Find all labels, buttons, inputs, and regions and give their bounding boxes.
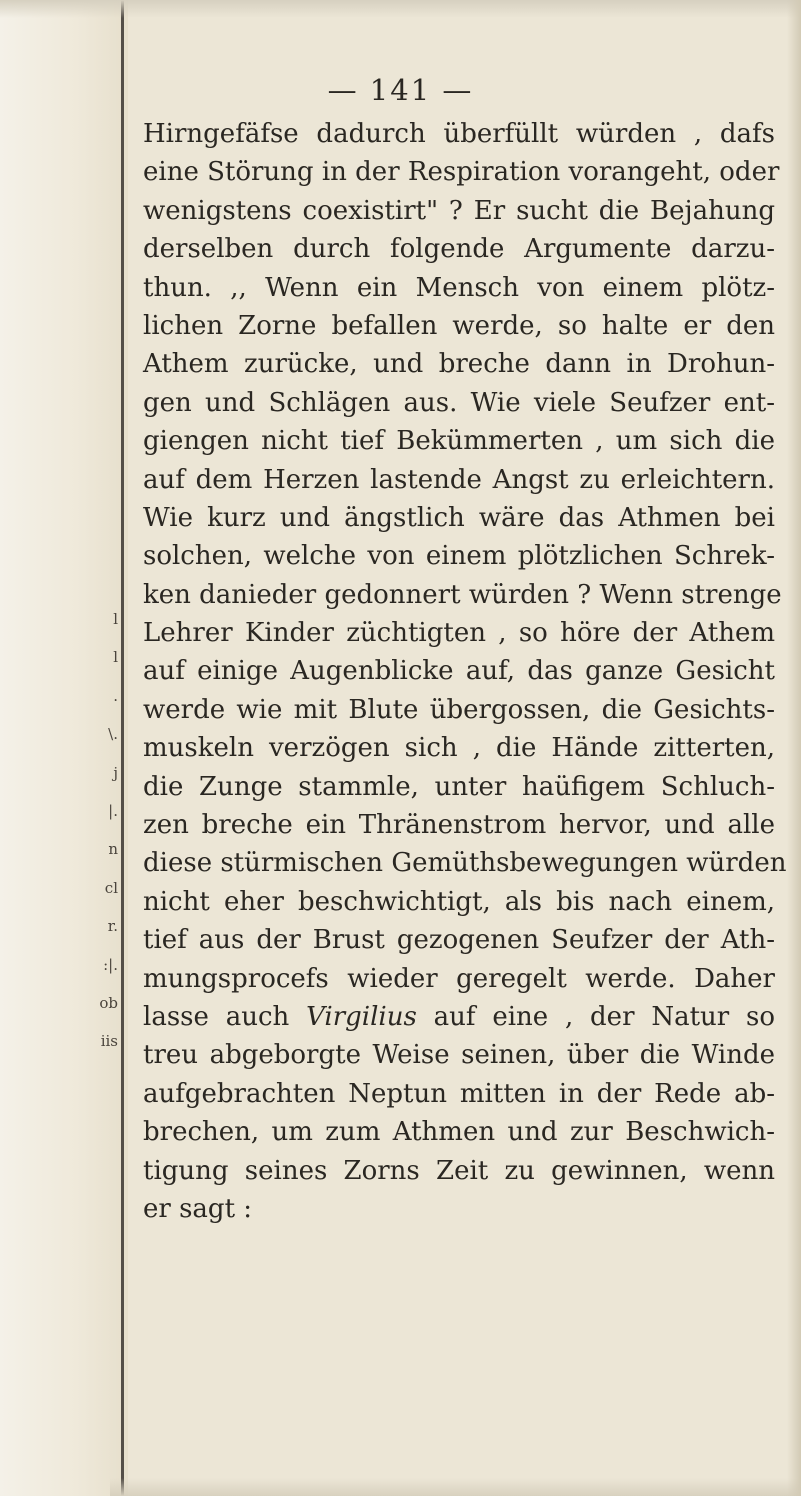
binding-edge (121, 0, 124, 1496)
gutter-mark: cl (104, 878, 118, 897)
text-line: diese stürmischen Gemüthsbewegungen würden (143, 848, 787, 879)
gutter-mark: j (113, 763, 118, 782)
text-line: Lehrer Kinder züchtigten , so höre der Athem (143, 618, 775, 649)
text-line: tigung seines Zorns Zeit zu gewinnen, wenn (143, 1155, 775, 1186)
text-line: auf dem Herzen lastende Angst zu erleichtern. (143, 464, 775, 495)
text-line: auf einige Augenblicke auf, das ganze Gesicht (143, 656, 775, 687)
text-line: er sagt : (143, 1193, 253, 1224)
page-top-edge (0, 0, 801, 18)
gutter-mark: ob (99, 993, 118, 1012)
text-line: aufgebrachten Neptun mitten in der Rede ab- (143, 1078, 775, 1109)
text-line: brechen, um zum Athmen und zur Beschwich- (143, 1117, 775, 1148)
gutter-mark: |. (108, 801, 118, 820)
gutter-mark: r. (107, 917, 118, 936)
page-number: — 141 — (327, 73, 474, 107)
text-line: tief aus der Brust gezogenen Seufzer der Ath- (143, 925, 775, 956)
text-line: Wie kurz und ängstlich wäre das Athmen bei (143, 502, 775, 533)
text-line: lichen Zorne befallen werde, so halte er den (143, 310, 775, 341)
text-line: Athem zurücke, und breche dann in Drohun- (143, 349, 775, 380)
text-line: ken danieder gedonnert würden ? Wenn strenge (143, 579, 782, 610)
italic-name: Virgilius (306, 1001, 417, 1032)
text-line: nicht eher beschwichtigt, als bis nach einem, (143, 886, 775, 917)
text-line: muskeln verzögen sich , die Hände zitterten, (143, 733, 775, 764)
text-line: lasse auch Virgilius auf eine , der Natur so (143, 1001, 775, 1032)
text-line: mungsprocefs wieder geregelt werde. Daher (143, 963, 775, 994)
gutter-marks (92, 600, 118, 1061)
text-line: werde wie mit Blute übergossen, die Gesichts- (143, 694, 775, 725)
page-right-edge (787, 0, 801, 1496)
text-line: treu abgeborgte Weise seinen, über die Winde (143, 1040, 775, 1071)
gutter-mark: iis (100, 1032, 118, 1051)
text-line: giengen nicht tief Bekümmerten , um sich die (143, 426, 775, 457)
text-line: Hirngefäfse dadurch überfüllt würden , dafs (143, 119, 775, 149)
body-text (143, 115, 787, 1228)
gutter-mark: l (113, 610, 118, 628)
gutter-mark: :|. (103, 955, 118, 974)
text-line: eine Störung in der Respiration vorangeht, oder (143, 157, 780, 188)
text-line: die Zunge stammle, unter haüfigem Schluch- (143, 771, 775, 802)
text-line: solchen, welche von einem plötzlichen Schrek- (143, 541, 775, 572)
page-bottom-edge (110, 1478, 801, 1496)
gutter-mark: \. (108, 725, 118, 744)
text-line: thun. ,, Wenn ein Mensch von einem plötz- (143, 272, 775, 303)
text-line: zen breche ein Thränenstrom hervor, und alle (143, 810, 775, 841)
gutter-mark: . (113, 686, 118, 705)
gutter-mark: l (113, 648, 118, 667)
text-line: wenigstens coexistirt" ? Er sucht die Bejahung (143, 195, 775, 226)
gutter-mark: n (108, 840, 118, 859)
text-line: derselben durch folgende Argumente darzu- (143, 234, 775, 265)
text-line: gen und Schlägen aus. Wie viele Seufzer ent- (143, 387, 775, 418)
